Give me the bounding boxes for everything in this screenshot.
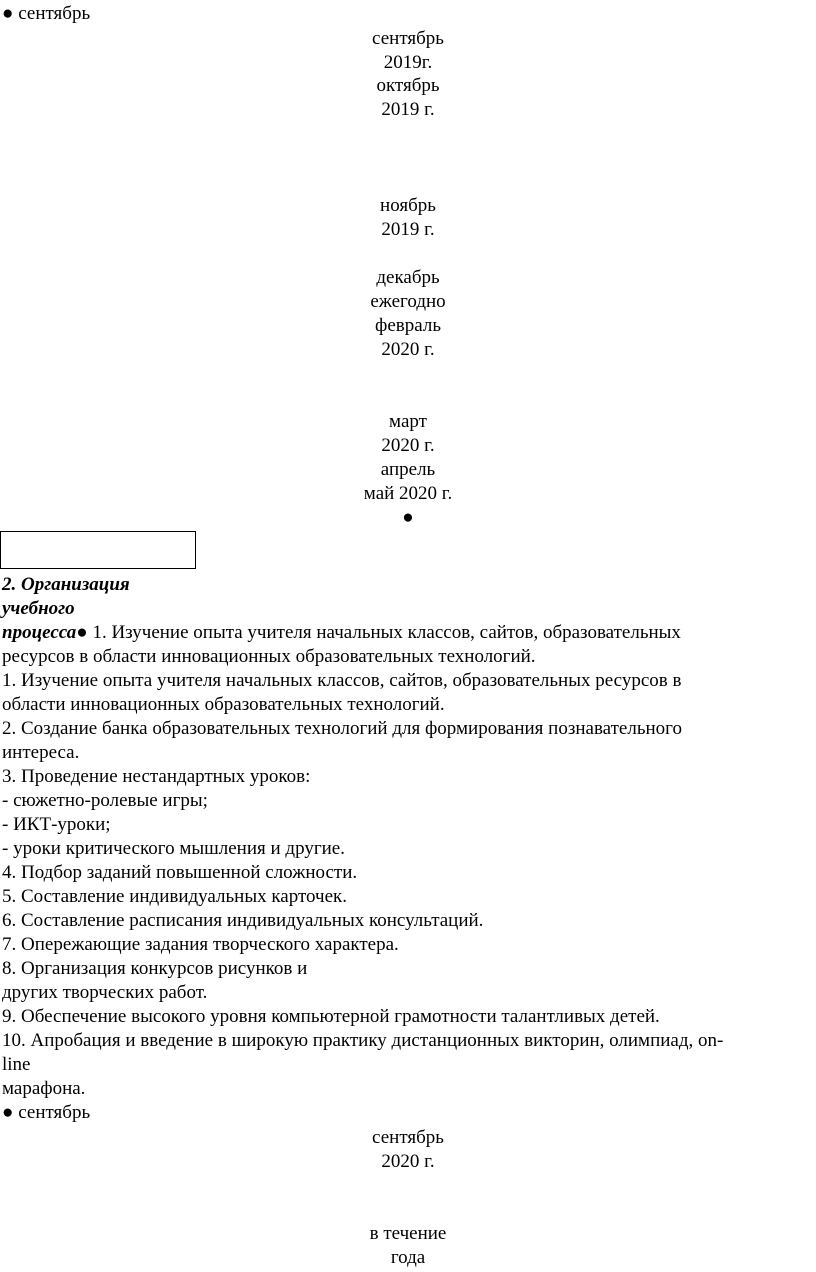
table-cell-box <box>0 531 196 569</box>
list-item: 2. Создание банка образовательных технологий для формирования познавательного <box>2 718 682 739</box>
bullet-icon: ● <box>2 3 14 24</box>
section-title: процесса <box>2 622 77 643</box>
list-item: 4. Подбор заданий повышенной сложности. <box>2 862 358 883</box>
list-item: 3. Проведение нестандартных уроков: <box>2 766 311 787</box>
list-item: интереса. <box>2 742 80 763</box>
schedule-line: года <box>390 1247 426 1268</box>
schedule-line: сентябрь <box>372 28 444 49</box>
top-bullet-line <box>2 2 90 26</box>
schedule-line: 2020 г. <box>381 1151 435 1172</box>
list-item: 6. Составление расписания индивидуальных консультаций. <box>2 910 484 931</box>
schedule-line: март <box>389 411 427 432</box>
schedule-line: октябрь <box>376 75 440 96</box>
schedule-line: декабрь <box>376 267 440 288</box>
list-item: 9. Обеспечение высокого уровня компьютерной грамотности талантливых детей. <box>2 1006 660 1027</box>
list-item: - уроки критического мышления и другие. <box>2 838 345 859</box>
schedule-line: февраль <box>375 315 441 336</box>
bottom-bullet-line <box>2 1101 90 1125</box>
bullet-icon: ● <box>76 622 88 643</box>
schedule-line: 2020 г. <box>381 339 435 360</box>
bottom-month: сентябрь <box>18 1102 91 1123</box>
list-item: марафона. <box>2 1078 86 1099</box>
section-title: учебного <box>2 598 75 619</box>
list-item: - ИКТ-уроки; <box>2 814 111 835</box>
list-item: других творческих работ. <box>2 982 208 1003</box>
schedule-line: апрель <box>380 459 436 480</box>
list-item: 8. Организация конкурсов рисунков и <box>2 958 308 979</box>
list-item: - сюжетно-ролевые игры; <box>2 790 208 811</box>
schedule-line: ежегодно <box>370 291 446 312</box>
section-text: ресурсов в области инновационных образовательных технологий. <box>2 646 536 667</box>
list-item: 7. Опережающие задания творческого характера. <box>2 934 399 955</box>
schedule-line: 2019 г. <box>381 99 435 120</box>
schedule-line: май 2020 г. <box>363 483 453 504</box>
schedule-line: сентябрь <box>372 1127 444 1148</box>
section-title: 2. Организация <box>2 574 130 595</box>
list-item: line <box>2 1054 31 1075</box>
bullet-icon: ● <box>402 507 414 528</box>
top-month: сентябрь <box>18 3 91 24</box>
schedule-line: в течение <box>369 1223 447 1244</box>
list-item: 10. Апробация и введение в широкую практику дистанционных викторин, олимпиад, on- <box>2 1030 724 1051</box>
schedule-line: ноябрь <box>380 195 436 216</box>
schedule-line: 2020 г. <box>381 435 435 456</box>
list-item: 5. Составление индивидуальных карточек. <box>2 886 348 907</box>
schedule-line: 2019г. <box>383 52 433 73</box>
list-item: 1. Изучение опыта учителя начальных классов, сайтов, образовательных ресурсов в <box>2 670 682 691</box>
list-item: области инновационных образовательных технологий. <box>2 694 445 715</box>
schedule-line: 2019 г. <box>381 219 435 240</box>
section-first-line <box>2 621 681 645</box>
section-text: 1. Изучение опыта учителя начальных классов, сайтов, образовательных <box>92 622 681 643</box>
bullet-icon: ● <box>2 1102 14 1123</box>
